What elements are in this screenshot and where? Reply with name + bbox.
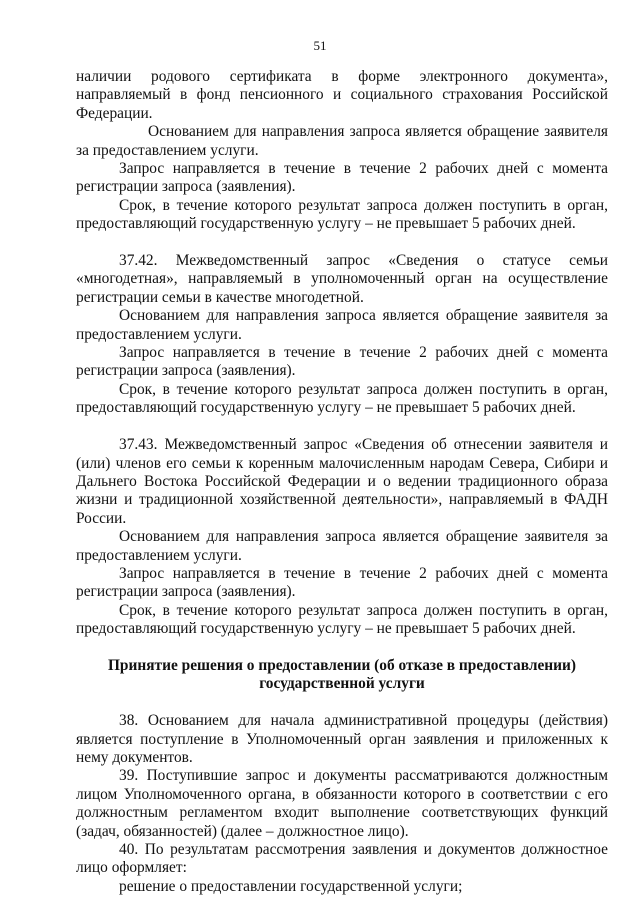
paragraph-response-term: Срок, в течение которого результат запроса должен поступить в орган, предоставляющий государственную услугу – не превышает 5 рабочих дней. bbox=[76, 380, 608, 417]
paragraph-request-deadline: Запрос направляется в течение в течение 2 рабочих дней с момента регистрации запроса (заявления). bbox=[76, 564, 608, 601]
paragraph-basis: Основанием для направления запроса является обращение заявителя за предоставлением услуги. bbox=[76, 123, 608, 159]
paragraph-request-deadline: Запрос направляется в течение в течение 2 рабочих дней с момента регистрации запроса (заявления). bbox=[76, 344, 608, 380]
spacer bbox=[76, 639, 608, 657]
paragraph-request-deadline: Запрос направляется в течение в течение 2 рабочих дней с момента регистрации запроса (заявления). bbox=[76, 160, 608, 196]
paragraph-item-37-42: 37.42. Межведомственный запрос «Сведения о статусе семьи «многодетная», направляемый в уполномоченный орган на осуществление регистрации семьи в качестве многодетной. bbox=[76, 252, 608, 306]
paragraph-decision-grant: решение о предоставлении государственной услуги; bbox=[119, 877, 463, 895]
page-number: 51 bbox=[313, 38, 327, 53]
spacer bbox=[76, 418, 608, 436]
page-body bbox=[76, 68, 608, 896]
paragraph-item-39: 39. Поступившие запрос и документы рассматриваются должностным лицом Уполномоченного органа, в обязанности которого в соответствии с его должностным регламентом входит выполнение соответствующих функций (задач, обязанностей) (далее – должностное лицо). bbox=[76, 767, 608, 840]
paragraph-item-40: 40. По результатам рассмотрения заявления и документов должностное лицо оформляет: bbox=[76, 841, 608, 877]
paragraph-item-38: 38. Основанием для начала административной процедуры (действия) является поступление в Уполномоченный орган заявления и приложенных к нему документов. bbox=[76, 712, 608, 766]
paragraph-continuation: наличии родового сертификата в форме электронного документа», направляемый в фонд пенсионного и социального страхования Российской Федерации. bbox=[76, 68, 608, 122]
paragraph-basis: Основанием для направления запроса является обращение заявителя за предоставлением услуги. bbox=[76, 307, 608, 343]
paragraph-response-term: Срок, в течение которого результат запроса должен поступить в орган, предоставляющий государственную услугу – не превышает 5 рабочих дней. bbox=[76, 196, 608, 233]
paragraph-item-37-43: 37.43. Межведомственный запрос «Сведения об отнесении заявителя и (или) членов его семьи к коренным малочисленным народам Севера, Сибири и Дальнего Востока Российской Федерации и о ведении традиционного образа жизни и традиционной хозяйственной деятельности», направляемый в ФАДН России. bbox=[76, 436, 608, 527]
spacer bbox=[76, 234, 608, 252]
section-heading: Принятие решения о предоставлении (об отказе в предоставлении) государственной услуги bbox=[107, 656, 577, 693]
paragraph-basis: Основанием для направления запроса является обращение заявителя за предоставлением услуги. bbox=[76, 528, 608, 564]
spacer bbox=[76, 694, 608, 712]
paragraph-response-term: Срок, в течение которого результат запроса должен поступить в орган, предоставляющий государственную услугу – не превышает 5 рабочих дней. bbox=[76, 601, 608, 638]
